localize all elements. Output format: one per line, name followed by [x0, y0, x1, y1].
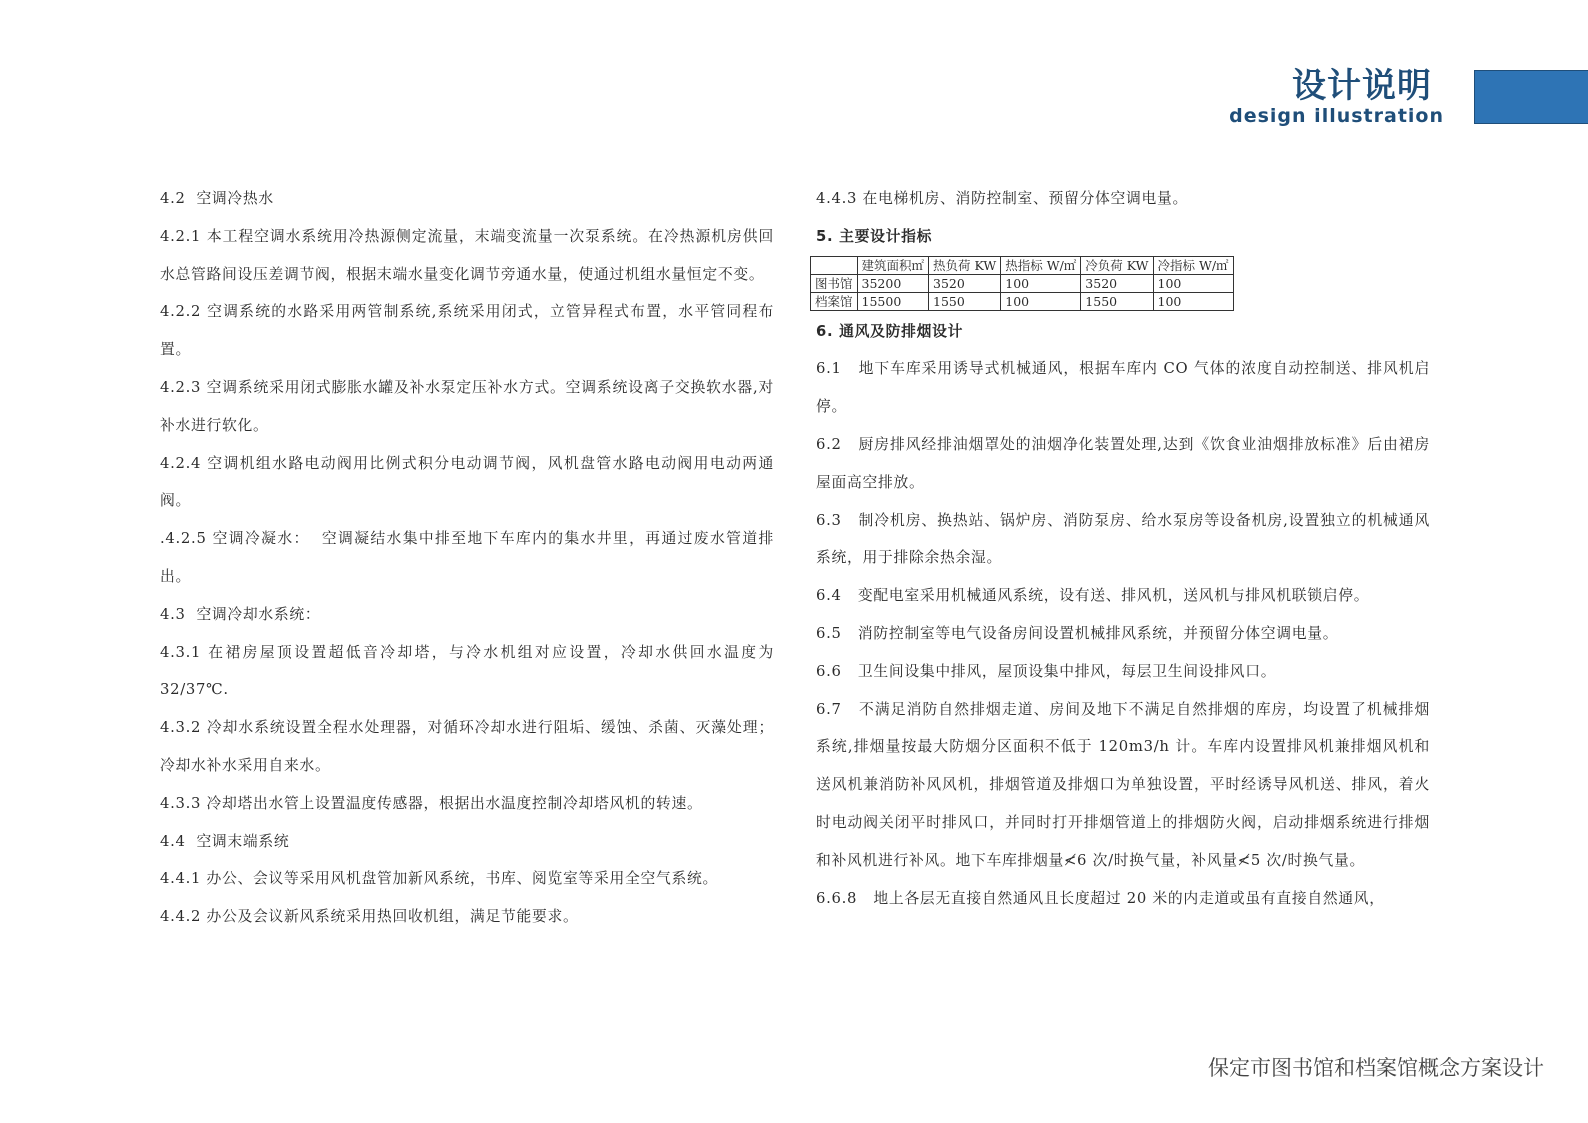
- right-column: [816, 180, 1430, 917]
- table-cell: 35200: [857, 274, 929, 292]
- table-cell: 3520: [929, 274, 1001, 292]
- heading-4-4: 4.4 空调末端系统: [160, 832, 290, 850]
- paragraph-6-5: 6.5 消防控制室等电气设备房间设置机械排风系统，并预留分体空调电量。: [816, 624, 1339, 642]
- paragraph-6-4: 6.4 变配电室采用机械通风系统，设有送、排风机，送风机与排风机联锁启停。: [816, 587, 1370, 605]
- paragraph-4-3-2: 4.3.2 冷却水系统设置全程水处理器，对循环冷却水进行阻垢、缓蚀、杀菌、灭藻处理；冷却水补水采用自来水。: [160, 719, 774, 774]
- table-cell: 图书馆: [811, 274, 858, 292]
- paragraph-6-2: 6.2 厨房排风经排油烟罩处的油烟净化装置处理,达到《饮食业油烟排放标准》后由裙房屋面高空排放。: [816, 435, 1430, 491]
- table-cell: 1550: [929, 292, 1001, 310]
- paragraph-6-6: 6.6 卫生间设集中排风，屋顶设集中排风，每层卫生间设排风口。: [816, 662, 1277, 680]
- paragraph-4-4-3: 4.4.3 在电梯机房、消防控制室、预留分体空调电量。: [816, 190, 1188, 207]
- paragraph-4-4-2: 4.4.2 办公及会议新风系统采用热回收机组，满足节能要求。: [160, 908, 579, 926]
- header-accent-bar: [1474, 70, 1588, 124]
- paragraph-6-3: 6.3 制冷机房、换热站、锅炉房、消防泵房、给水泵房等设备机房,设置独立的机械通风系统，用于排除余热余湿。: [816, 511, 1430, 567]
- table-header-cell: 建筑面积㎡: [857, 256, 929, 274]
- paragraph-4-4-1: 4.4.1 办公、会议等采用风机盘管加新风系统，书库、阅览室等采用全空气系统。: [160, 870, 718, 888]
- table-cell: 100: [1001, 274, 1081, 292]
- table-cell: 档案馆: [811, 292, 858, 310]
- heading-4-3: 4.3 空调冷却水系统：: [160, 605, 321, 623]
- table-cell: 100: [1153, 292, 1233, 310]
- page-title: 设计说明: [1292, 66, 1432, 106]
- paragraph-6-7: 6.7 不满足消防自然排烟走道、房间及地下不满足自然排烟的库房，均设置了机械排烟系统,排烟量按最大防烟分区面积不低于 120m3/h 计。车库内设置排风机兼排烟风机和送风机兼消防补风风机，排烟管道及排烟口为单独设置，平时经诱导风机送、排风，着火时电动阀关闭平时排风口，并同时打开排烟管道上的排烟防火阀，启动排烟系统进行排烟和补风机进行补风。地下车库排烟量≮6 次/时换气量，补风量≮5 次/时换气量。: [816, 700, 1430, 869]
- table-header-cell: 热指标 W/㎡: [1001, 256, 1081, 274]
- design-metrics-table: [810, 256, 1234, 311]
- paragraph-4-2-4: 4.2.4 空调机组水路电动阀用比例式积分电动调节阀，风机盘管水路电动阀用电动两通阀。: [160, 454, 774, 510]
- table-cell: 3520: [1081, 274, 1153, 292]
- heading-section-6: 6. 通风及防排烟设计: [816, 322, 964, 340]
- paragraph-6-1: 6.1 地下车库采用诱导式机械通风，根据车库内 CO 气体的浓度自动控制送、排风机启停。: [816, 360, 1430, 416]
- left-column: [160, 180, 774, 936]
- paragraph-6-6-8: 6.6.8 地上各层无直接自然通风且长度超过 20 米的内走道或虽有直接自然通风，: [816, 889, 1385, 907]
- table-header-cell: 冷指标 W/㎡: [1153, 256, 1233, 274]
- table-row: [811, 292, 1234, 310]
- footer-project-title: 保定市图书馆和档案馆概念方案设计: [1208, 1056, 1544, 1080]
- paragraph-4-2-1: 4.2.1 本工程空调水系统用冷热源侧定流量，末端变流量一次泵系统。在冷热源机房供回水总管路间设压差调节阀，根据末端水量变化调节旁通水量，使通过机组水量恒定不变。: [160, 227, 774, 283]
- table-cell: 100: [1001, 292, 1081, 310]
- paragraph-4-2-2: 4.2.2 空调系统的水路采用两管制系统,系统采用闭式，立管异程式布置，水平管同程布置。: [160, 303, 774, 359]
- table-cell: 100: [1153, 274, 1233, 292]
- table-header-row: [811, 256, 1234, 274]
- table-header-cell: 热负荷 KW: [929, 256, 1001, 274]
- table-cell: 15500: [857, 292, 929, 310]
- table-header-cell: 冷负荷 KW: [1081, 256, 1153, 274]
- page-subtitle: design illustration: [1229, 105, 1444, 127]
- table-row: [811, 274, 1234, 292]
- table-cell: 1550: [1081, 292, 1153, 310]
- heading-section-5: 5. 主要设计指标: [816, 227, 933, 245]
- paragraph-4-3-3: 4.3.3 冷却塔出水管上设置温度传感器，根据出水温度控制冷却塔风机的转速。: [160, 794, 703, 812]
- table-header-cell: [811, 256, 858, 274]
- heading-4-2: 4.2 空调冷热水: [160, 190, 274, 207]
- paragraph-4-3-1: 4.3.1 在裙房屋顶设置超低音冷却塔，与冷水机组对应设置，冷却水供回水温度为32/37℃.: [160, 643, 774, 699]
- paragraph-4-2-3: 4.2.3 空调系统采用闭式膨胀水罐及补水泵定压补水方式。空调系统设离子交换软水器,对补水进行软化。: [160, 378, 774, 434]
- paragraph-4-2-5: .4.2.5 空调冷凝水： 空调凝结水集中排至地下车库内的集水井里，再通过废水管道排出。: [160, 530, 774, 585]
